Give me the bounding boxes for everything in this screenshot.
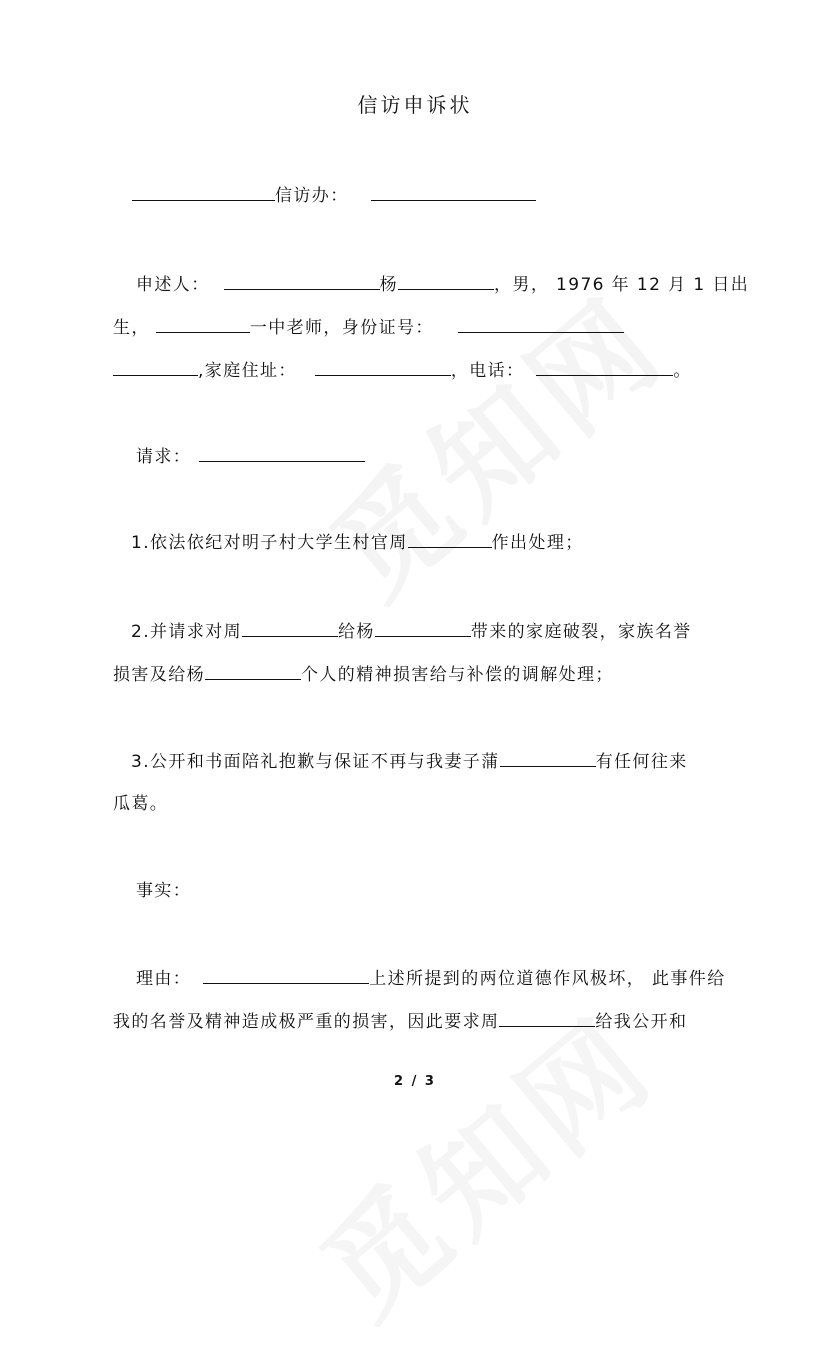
blank-field bbox=[132, 183, 275, 201]
reason-line-1 bbox=[136, 966, 726, 991]
facts-label: 事实： bbox=[136, 881, 192, 901]
request-line bbox=[136, 444, 365, 469]
text-segment: 有任何往来 bbox=[595, 752, 688, 772]
text-segment: 个人的精神损害给与补偿的调解处理； bbox=[301, 665, 614, 685]
blank-field bbox=[224, 272, 380, 290]
text-segment: 带来的家庭破裂，家族名誉 bbox=[470, 622, 692, 642]
text-segment: 3.公开和书面陪礼抱歉与保证不再与我妻子蒲 bbox=[131, 752, 500, 772]
watermark bbox=[290, 251, 693, 628]
request-item-2-line-1 bbox=[131, 619, 692, 644]
applicant-line-1 bbox=[136, 272, 749, 297]
text-segment: 作出处理； bbox=[491, 533, 584, 553]
page-number: 2 / 3 bbox=[394, 1074, 436, 1089]
applicant-line-3 bbox=[113, 358, 692, 383]
blank-field bbox=[536, 358, 673, 376]
text-segment: 2.并请求对周 bbox=[131, 622, 243, 642]
request-label: 请求： bbox=[136, 447, 192, 467]
text-segment: 给我公开和 bbox=[595, 1012, 688, 1032]
applicant-line-2 bbox=[113, 315, 624, 340]
text-segment: 1.依法依纪对明子村大学生村官周 bbox=[131, 533, 408, 553]
blank-field bbox=[375, 619, 471, 637]
text-segment: 瓜葛。 bbox=[113, 794, 169, 814]
blank-field bbox=[199, 444, 365, 462]
request-item-3-line-1 bbox=[131, 749, 688, 774]
text-segment: 给杨 bbox=[338, 622, 375, 642]
applicant-details: ，男， 1976 年 12 月 1 日出 bbox=[494, 275, 750, 295]
blank-field bbox=[242, 619, 338, 637]
document-title: 信访申诉状 bbox=[357, 93, 473, 117]
blank-field bbox=[205, 662, 301, 680]
text-segment: 。 bbox=[673, 361, 692, 381]
header-line bbox=[132, 183, 536, 208]
blank-field bbox=[500, 749, 596, 767]
reason-line-2 bbox=[113, 1009, 687, 1034]
blank-field bbox=[408, 530, 492, 548]
blank-field bbox=[398, 272, 494, 290]
applicant-surname: 杨 bbox=[379, 275, 399, 295]
blank-field bbox=[113, 358, 198, 376]
phone-label: ，电话： bbox=[450, 361, 525, 381]
blank-field bbox=[371, 183, 536, 201]
occupation-text: 一中老师，身份证号： bbox=[249, 318, 434, 338]
petition-office-label: 信访办： bbox=[275, 186, 349, 206]
applicant-label: 申述人： bbox=[136, 275, 210, 295]
text-segment: 生， bbox=[113, 318, 150, 338]
blank-field bbox=[499, 1009, 595, 1027]
facts-line bbox=[136, 879, 191, 903]
blank-field bbox=[315, 358, 451, 376]
text-segment: 上述所提到的两位道德作风极坏， 此事件给 bbox=[369, 969, 726, 989]
request-item-3-line-2 bbox=[113, 792, 168, 816]
blank-field bbox=[203, 966, 369, 984]
text-segment: 损害及给杨 bbox=[113, 665, 205, 685]
blank-field bbox=[156, 315, 250, 333]
reason-label: 理由： bbox=[136, 969, 192, 989]
request-item-1 bbox=[131, 530, 584, 555]
address-label: ,家庭住址： bbox=[198, 361, 297, 381]
text-segment: 我的名誉及精神造成极严重的损害，因此要求周 bbox=[113, 1012, 500, 1032]
blank-field bbox=[458, 315, 624, 333]
request-item-2-line-2 bbox=[113, 662, 614, 687]
